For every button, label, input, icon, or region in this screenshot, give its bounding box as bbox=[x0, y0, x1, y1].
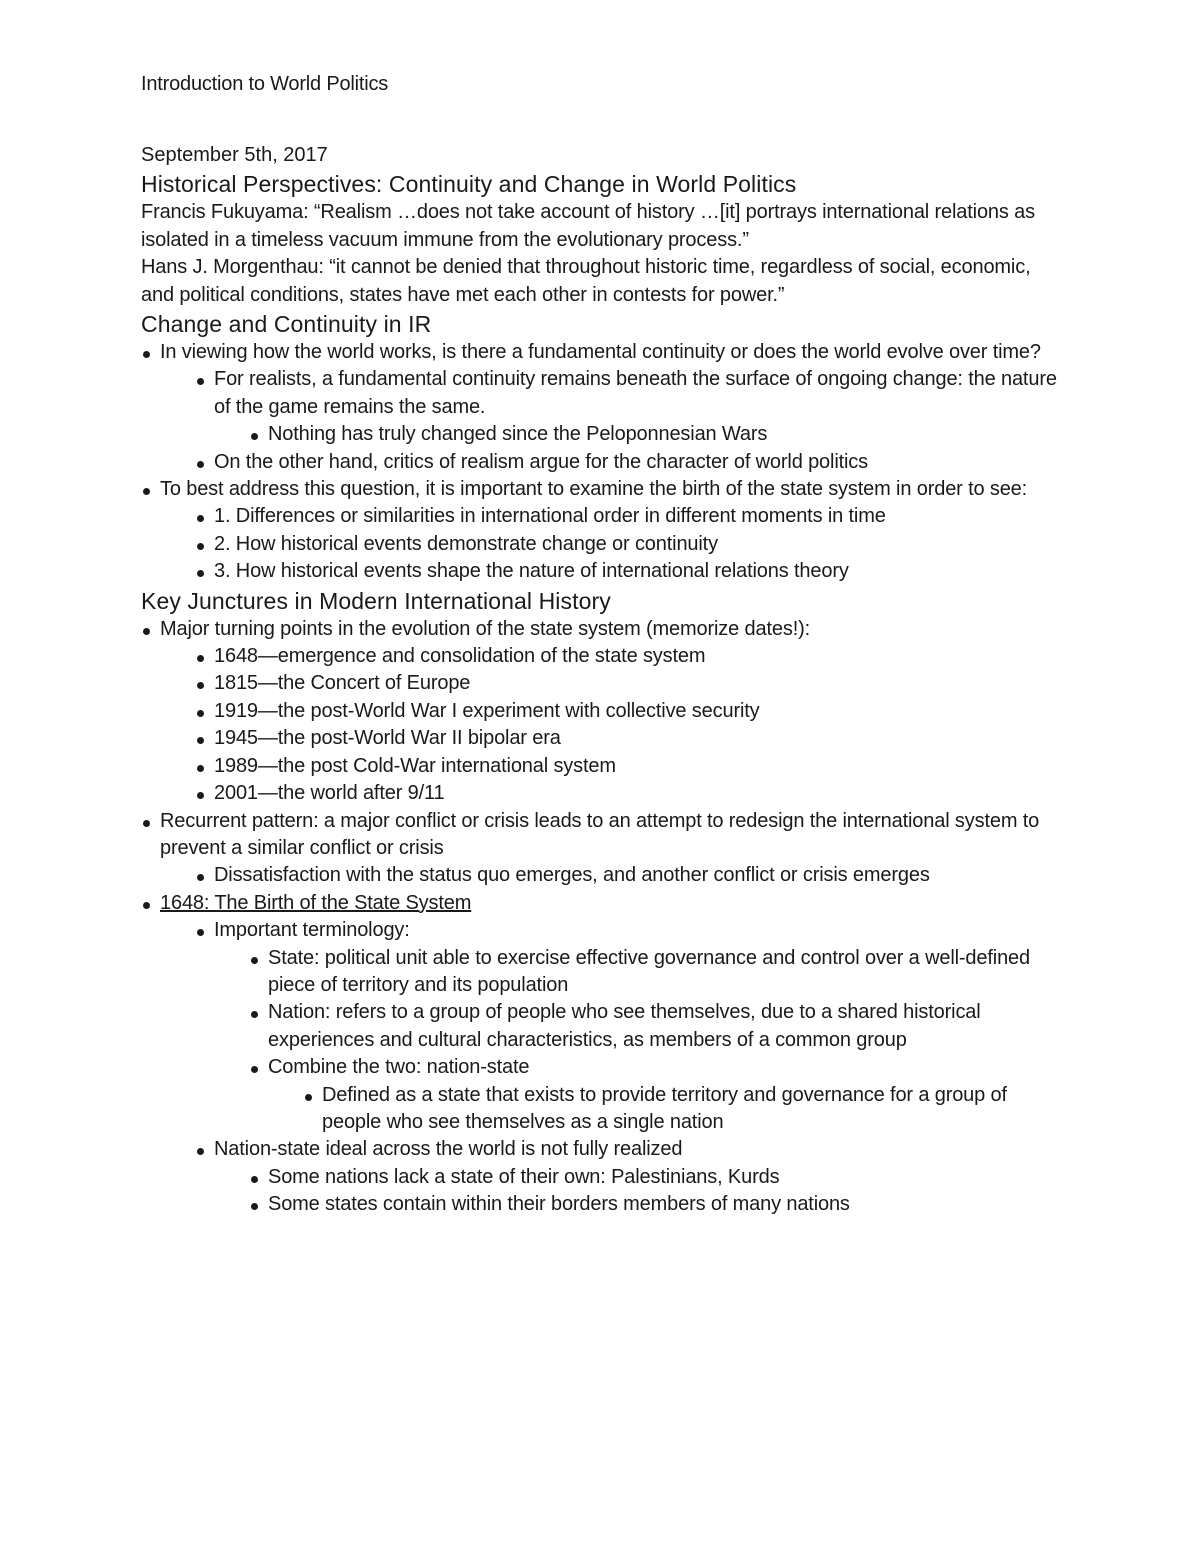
list-item-text: Defined as a state that exists to provide territory and governance for a group of people who see themselves as a single nation bbox=[322, 1083, 1007, 1133]
list-item bbox=[249, 421, 1061, 448]
list-item-text: Recurrent pattern: a major conflict or crisis leads to an attempt to redesign the international system to prevent a similar conflict or crisis bbox=[160, 809, 1040, 859]
bullet-icon bbox=[143, 488, 150, 495]
bullet-icon bbox=[197, 929, 204, 936]
date-item-text: 1989—the post Cold-War international system bbox=[214, 754, 616, 777]
bullet-icon bbox=[143, 820, 150, 827]
bullet-icon bbox=[197, 792, 204, 799]
list-item bbox=[195, 558, 1061, 585]
date-item-text: 1945—the post-World War II bipolar era bbox=[214, 727, 561, 750]
course-title: Introduction to World Politics bbox=[141, 73, 389, 95]
list-item bbox=[195, 1136, 1061, 1218]
date-item bbox=[195, 670, 1061, 697]
outline-key-junctures bbox=[141, 616, 1061, 1219]
date-item bbox=[195, 753, 1061, 780]
definition-state bbox=[249, 945, 1061, 1000]
list-item bbox=[195, 862, 1061, 889]
bullet-icon bbox=[197, 543, 204, 550]
list-item bbox=[195, 503, 1061, 530]
list-item bbox=[195, 531, 1061, 558]
list-item bbox=[249, 1191, 1061, 1218]
list-item-text: Combine the two: nation-state bbox=[268, 1056, 530, 1079]
bullet-icon bbox=[251, 1203, 258, 1210]
bullet-icon bbox=[143, 628, 150, 635]
subheading-birth-of-state-system: 1648: The Birth of the State System bbox=[160, 891, 472, 914]
list-item-text: Nothing has truly changed since the Peloponnesian Wars bbox=[268, 423, 768, 446]
bullet-icon bbox=[197, 378, 204, 385]
date-item-text: 1648—emergence and consolidation of the state system bbox=[214, 645, 706, 668]
list-item bbox=[195, 366, 1061, 448]
list-item-text: Nation-state ideal across the world is not fully realized bbox=[214, 1138, 683, 1161]
list-item-text: On the other hand, critics of realism argue for the character of world politics bbox=[214, 450, 869, 473]
list-item-text: Major turning points in the evolution of the state system (memorize dates!): bbox=[160, 617, 811, 640]
date-item bbox=[195, 698, 1061, 725]
document-page bbox=[141, 70, 1061, 1219]
section-heading-historical-perspectives: Historical Perspectives: Continuity and Change in World Politics bbox=[141, 171, 797, 197]
list-item bbox=[141, 808, 1061, 890]
bullet-icon bbox=[197, 461, 204, 468]
list-item-text: State: political unit able to exercise effective governance and control over a well-defined piece of territory and its population bbox=[268, 946, 1030, 996]
quote-morgenthau: Hans J. Morgenthau: “it cannot be denied that throughout historic time, regardless of social, economic, and political conditions, states have met each other in contests for power.” bbox=[141, 256, 1031, 306]
definition-nation bbox=[249, 999, 1061, 1054]
list-item bbox=[195, 917, 1061, 1136]
list-item bbox=[195, 449, 1061, 476]
list-item-text: 1. Differences or similarities in international order in different moments in time bbox=[214, 505, 886, 528]
bullet-icon bbox=[197, 570, 204, 577]
outline-change-continuity bbox=[141, 339, 1061, 586]
list-item bbox=[249, 1164, 1061, 1191]
list-item bbox=[303, 1082, 1061, 1137]
bullet-icon bbox=[197, 737, 204, 744]
bullet-icon bbox=[143, 351, 150, 358]
bullet-icon bbox=[251, 433, 258, 440]
date-item bbox=[195, 780, 1061, 807]
bullet-icon bbox=[305, 1094, 312, 1101]
list-item-text: To best address this question, it is important to examine the birth of the state system in order to see: bbox=[160, 478, 1028, 501]
bullet-icon bbox=[197, 710, 204, 717]
date-item bbox=[195, 725, 1061, 752]
list-item-text: Some nations lack a state of their own: Palestinians, Kurds bbox=[268, 1165, 780, 1188]
bullet-icon bbox=[197, 765, 204, 772]
bullet-icon bbox=[197, 682, 204, 689]
bullet-icon bbox=[251, 1066, 258, 1073]
bullet-icon bbox=[197, 874, 204, 881]
section-heading-key-junctures: Key Junctures in Modern International History bbox=[141, 587, 611, 614]
list-item-text: Important terminology: bbox=[214, 919, 410, 942]
list-item-text: Nation: refers to a group of people who see themselves, due to a shared historical experiences and cultural characteristics, as members of a common group bbox=[268, 1001, 981, 1051]
bullet-icon bbox=[251, 1011, 258, 1018]
definition-nation-state bbox=[249, 1054, 1061, 1136]
list-item bbox=[141, 476, 1061, 586]
quote-fukuyama: Francis Fukuyama: “Realism …does not take account of history …[it] portrays international relations as isolated in a timeless vacuum immune from the evolutionary process.” bbox=[141, 201, 1035, 251]
date-item-text: 2001—the world after 9/11 bbox=[214, 782, 445, 805]
list-item-text: In viewing how the world works, is there a fundamental continuity or does the world evolve over time? bbox=[160, 341, 1041, 363]
bullet-icon bbox=[251, 957, 258, 964]
list-item bbox=[141, 616, 1061, 808]
date-item-text: 1815—the Concert of Europe bbox=[214, 672, 471, 695]
list-item-text: 2. How historical events demonstrate change or continuity bbox=[214, 532, 718, 555]
lecture-date: September 5th, 2017 bbox=[141, 144, 328, 166]
section-heading-change-continuity: Change and Continuity in IR bbox=[141, 311, 432, 337]
list-item bbox=[141, 339, 1061, 476]
bullet-icon bbox=[197, 515, 204, 522]
list-item-text: For realists, a fundamental continuity remains beneath the surface of ongoing change: the nature of the game remains the same. bbox=[214, 368, 1057, 418]
list-item-text: Some states contain within their borders members of many nations bbox=[268, 1193, 850, 1216]
list-item-text: 3. How historical events shape the nature of international relations theory bbox=[214, 560, 849, 583]
date-item bbox=[195, 643, 1061, 670]
bullet-icon bbox=[197, 655, 204, 662]
date-item-text: 1919—the post-World War I experiment with collective security bbox=[214, 699, 760, 722]
bullet-icon bbox=[197, 1148, 204, 1155]
bullet-icon bbox=[251, 1176, 258, 1183]
list-item-text: Dissatisfaction with the status quo emerges, and another conflict or crisis emerges bbox=[214, 864, 930, 887]
bullet-icon bbox=[143, 902, 150, 909]
list-item bbox=[141, 890, 1061, 1219]
